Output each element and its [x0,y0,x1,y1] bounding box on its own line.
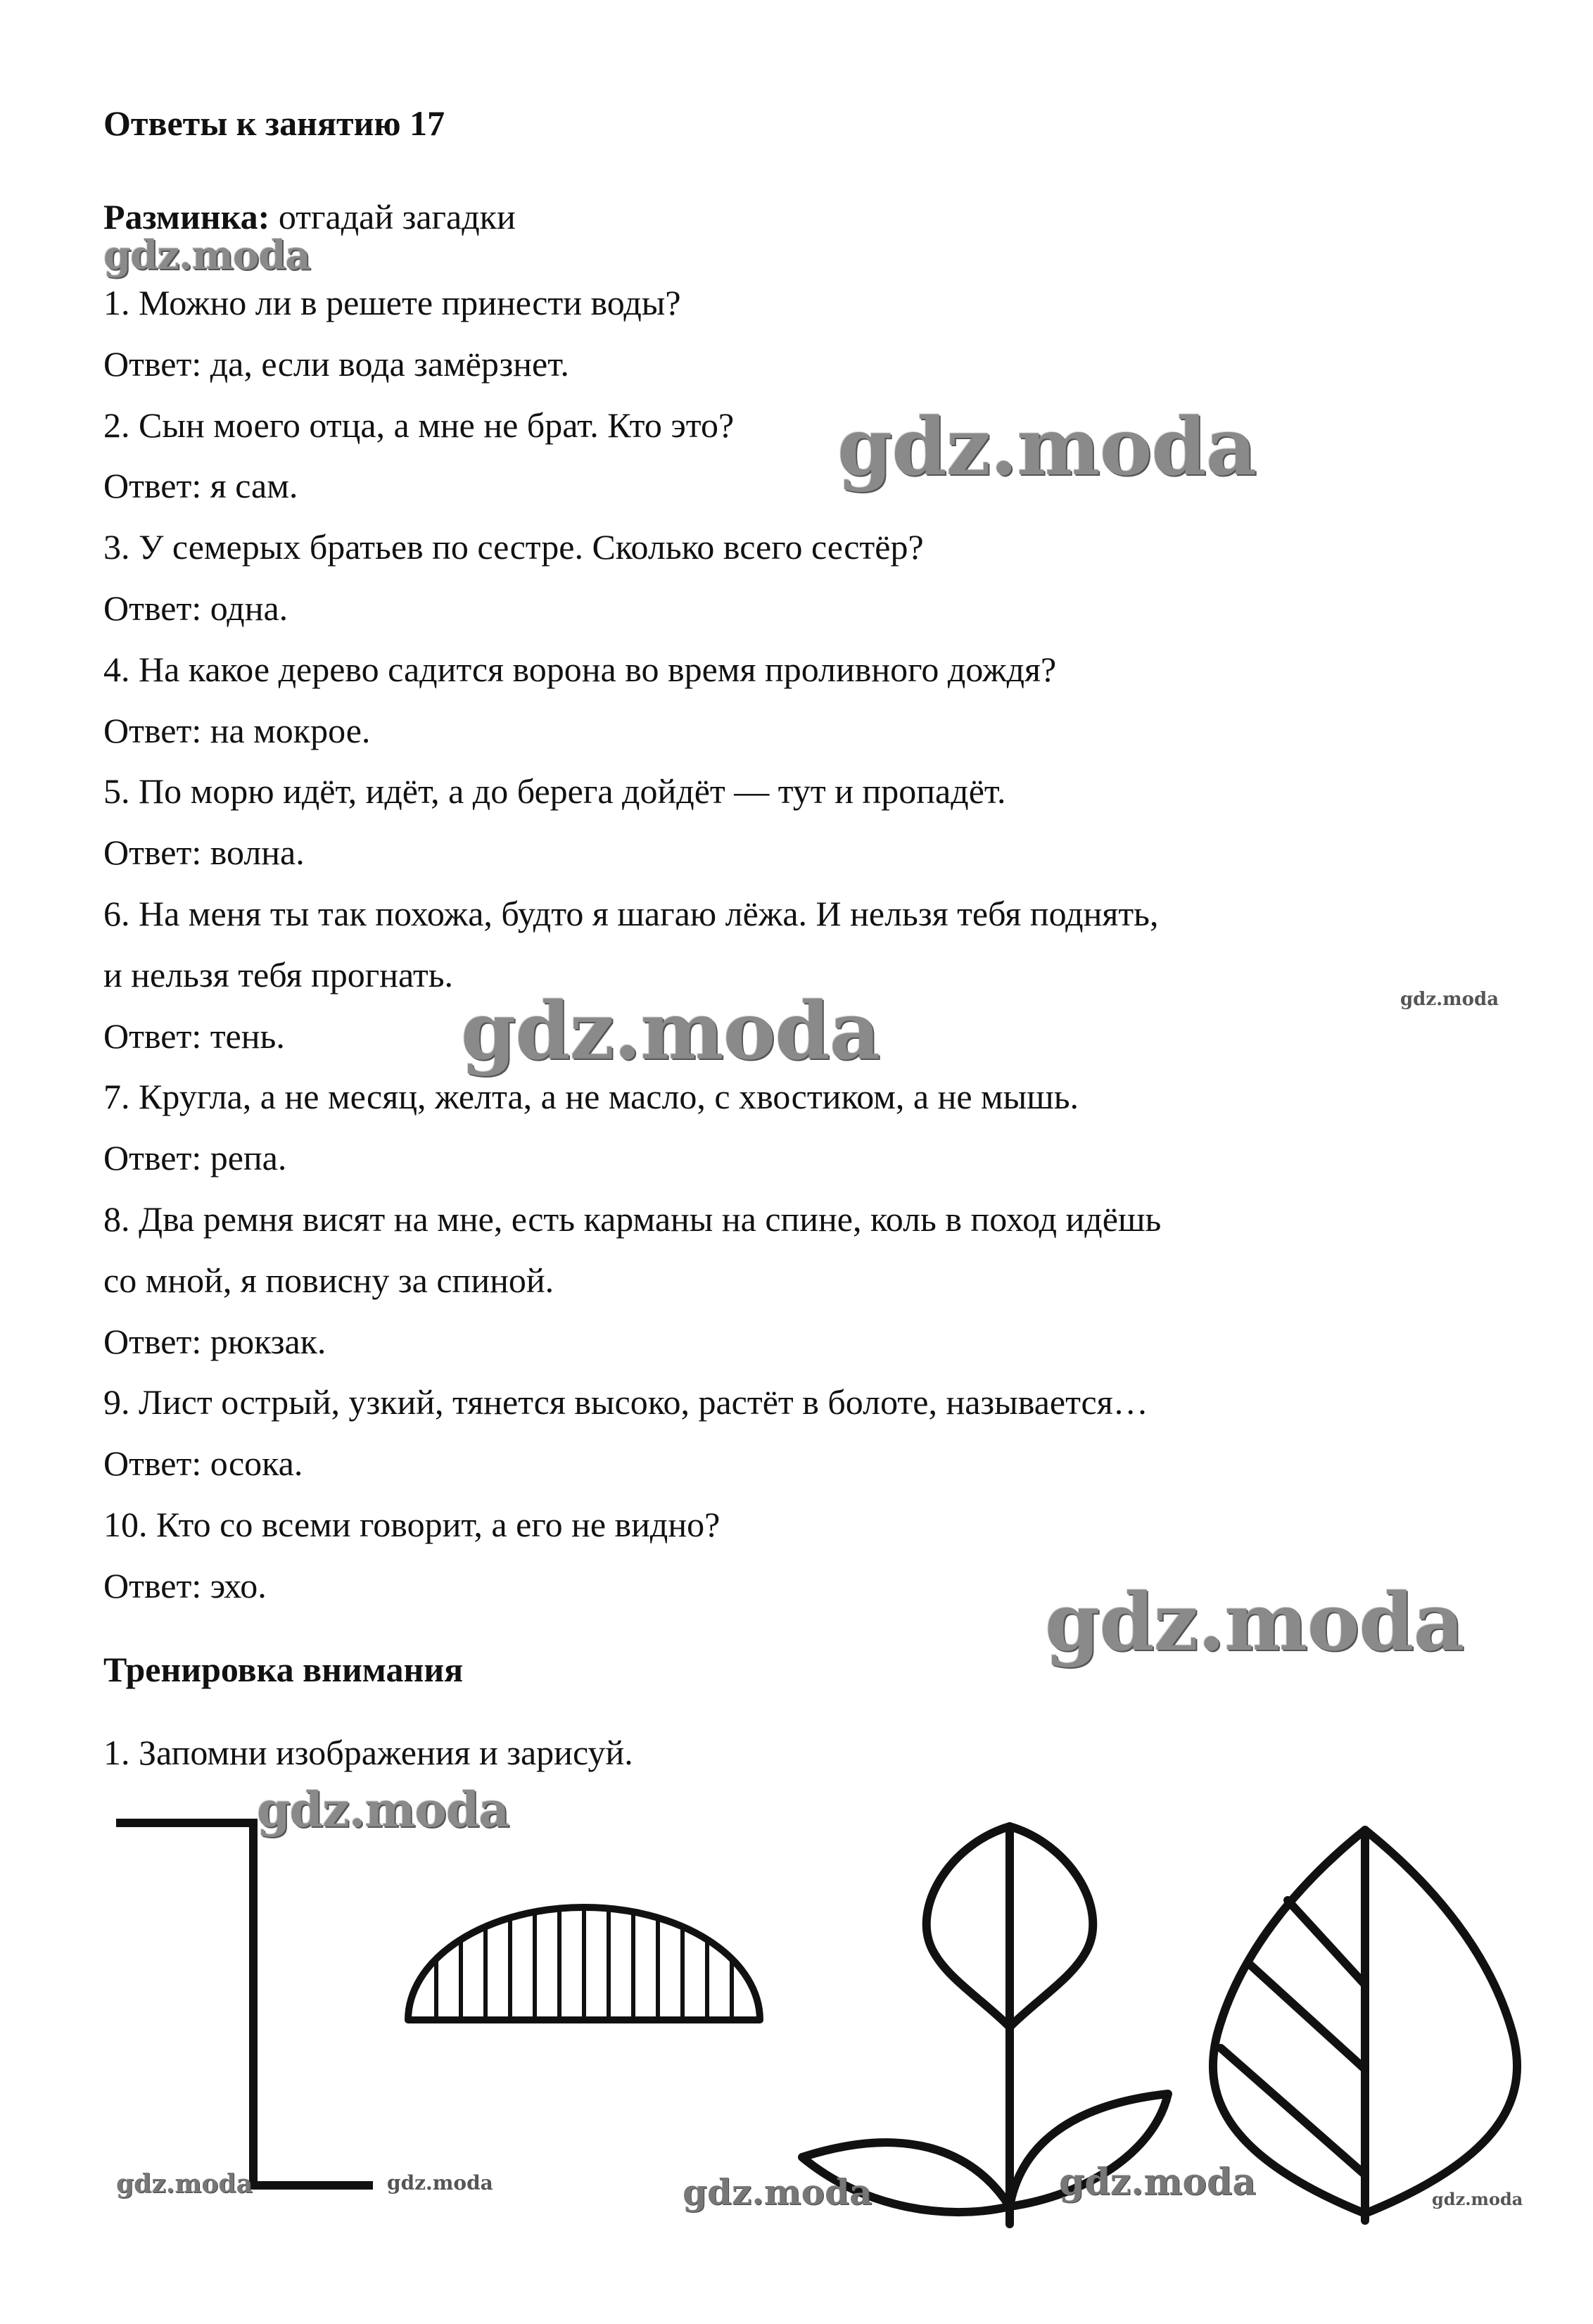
answer-3: Ответ: одна. [103,588,288,628]
riddle-10: 10. Кто со всеми говорит, а его не видно? [103,1505,721,1544]
watermark: gdz.moda [461,985,880,1078]
riddle-6-cont: и нельзя тебя прогнать. [103,955,454,994]
attention-task: 1. Запомни изображения и зарисуй. [103,1733,633,1772]
riddle-8: 8. Два ремня висят на мне, есть карманы на спине, коль в поход идёшь [103,1199,1162,1239]
riddle-5: 5. По морю идёт, идёт, а до берега дойдёт — тут и пропадёт. [103,771,1006,811]
answer-10: Ответ: эхо. [103,1566,267,1605]
riddle-6: 6. На меня ты так похожа, будто я шагаю лёжа. И нельзя тебя поднять, [103,894,1159,933]
page-title: Ответы к занятию 17 [103,103,445,143]
riddle-7: 7. Кругла, а не месяц, желта, а не масло, с хвостиком, а не мышь. [103,1077,1079,1116]
watermark: gdz.moda [837,401,1257,493]
watermark: gdz.moda [683,2171,872,2213]
riddle-4: 4. На какое дерево садится ворона во время проливного дождя? [103,650,1057,689]
watermark: gdz.moda [387,2171,493,2194]
riddle-3: 3. У семерых братьев по сестре. Сколько всего сестёр? [103,527,924,567]
answer-8: Ответ: рюкзак. [103,1322,326,1361]
warmup-label: Разминка: [103,197,270,236]
watermark: gdz.moda [103,232,310,279]
hatched-semicircle-figure [394,1893,774,2034]
watermark: gdz.moda [1059,2161,1257,2204]
answer-4: Ответ: на мокрое. [103,711,371,750]
riddle-2: 2. Сын моего отца, а мне не брат. Кто это? [103,405,735,445]
answer-1: Ответ: да, если вода замёрзнет. [103,344,569,384]
watermark: gdz.moda [1400,989,1499,1010]
riddle-8-cont: со мной, я повисну за спиной. [103,1261,554,1300]
answer-7: Ответ: репа. [103,1138,287,1177]
answer-9: Ответ: осока. [103,1444,303,1483]
answer-2: Ответ: я сам. [103,466,298,505]
answer-6: Ответ: тень. [103,1016,285,1056]
riddle-1: 1. Можно ли в решете принести воды? [103,283,681,322]
watermark: gdz.moda [1045,1577,1464,1669]
warmup-heading [103,196,516,238]
warmup-text: отгадай загадки [278,197,516,236]
answer-5: Ответ: волна. [103,833,305,872]
attention-heading: Тренировка внимания [103,1650,464,1689]
watermark: gdz.moda [1432,2189,1523,2209]
riddle-9: 9. Лист острый, узкий, тянется высоко, растёт в болоте, называется… [103,1382,1148,1422]
corner-line-figure [113,1809,380,2203]
watermark: gdz.moda [116,2169,253,2199]
watermark: gdz.moda [257,1782,509,1838]
